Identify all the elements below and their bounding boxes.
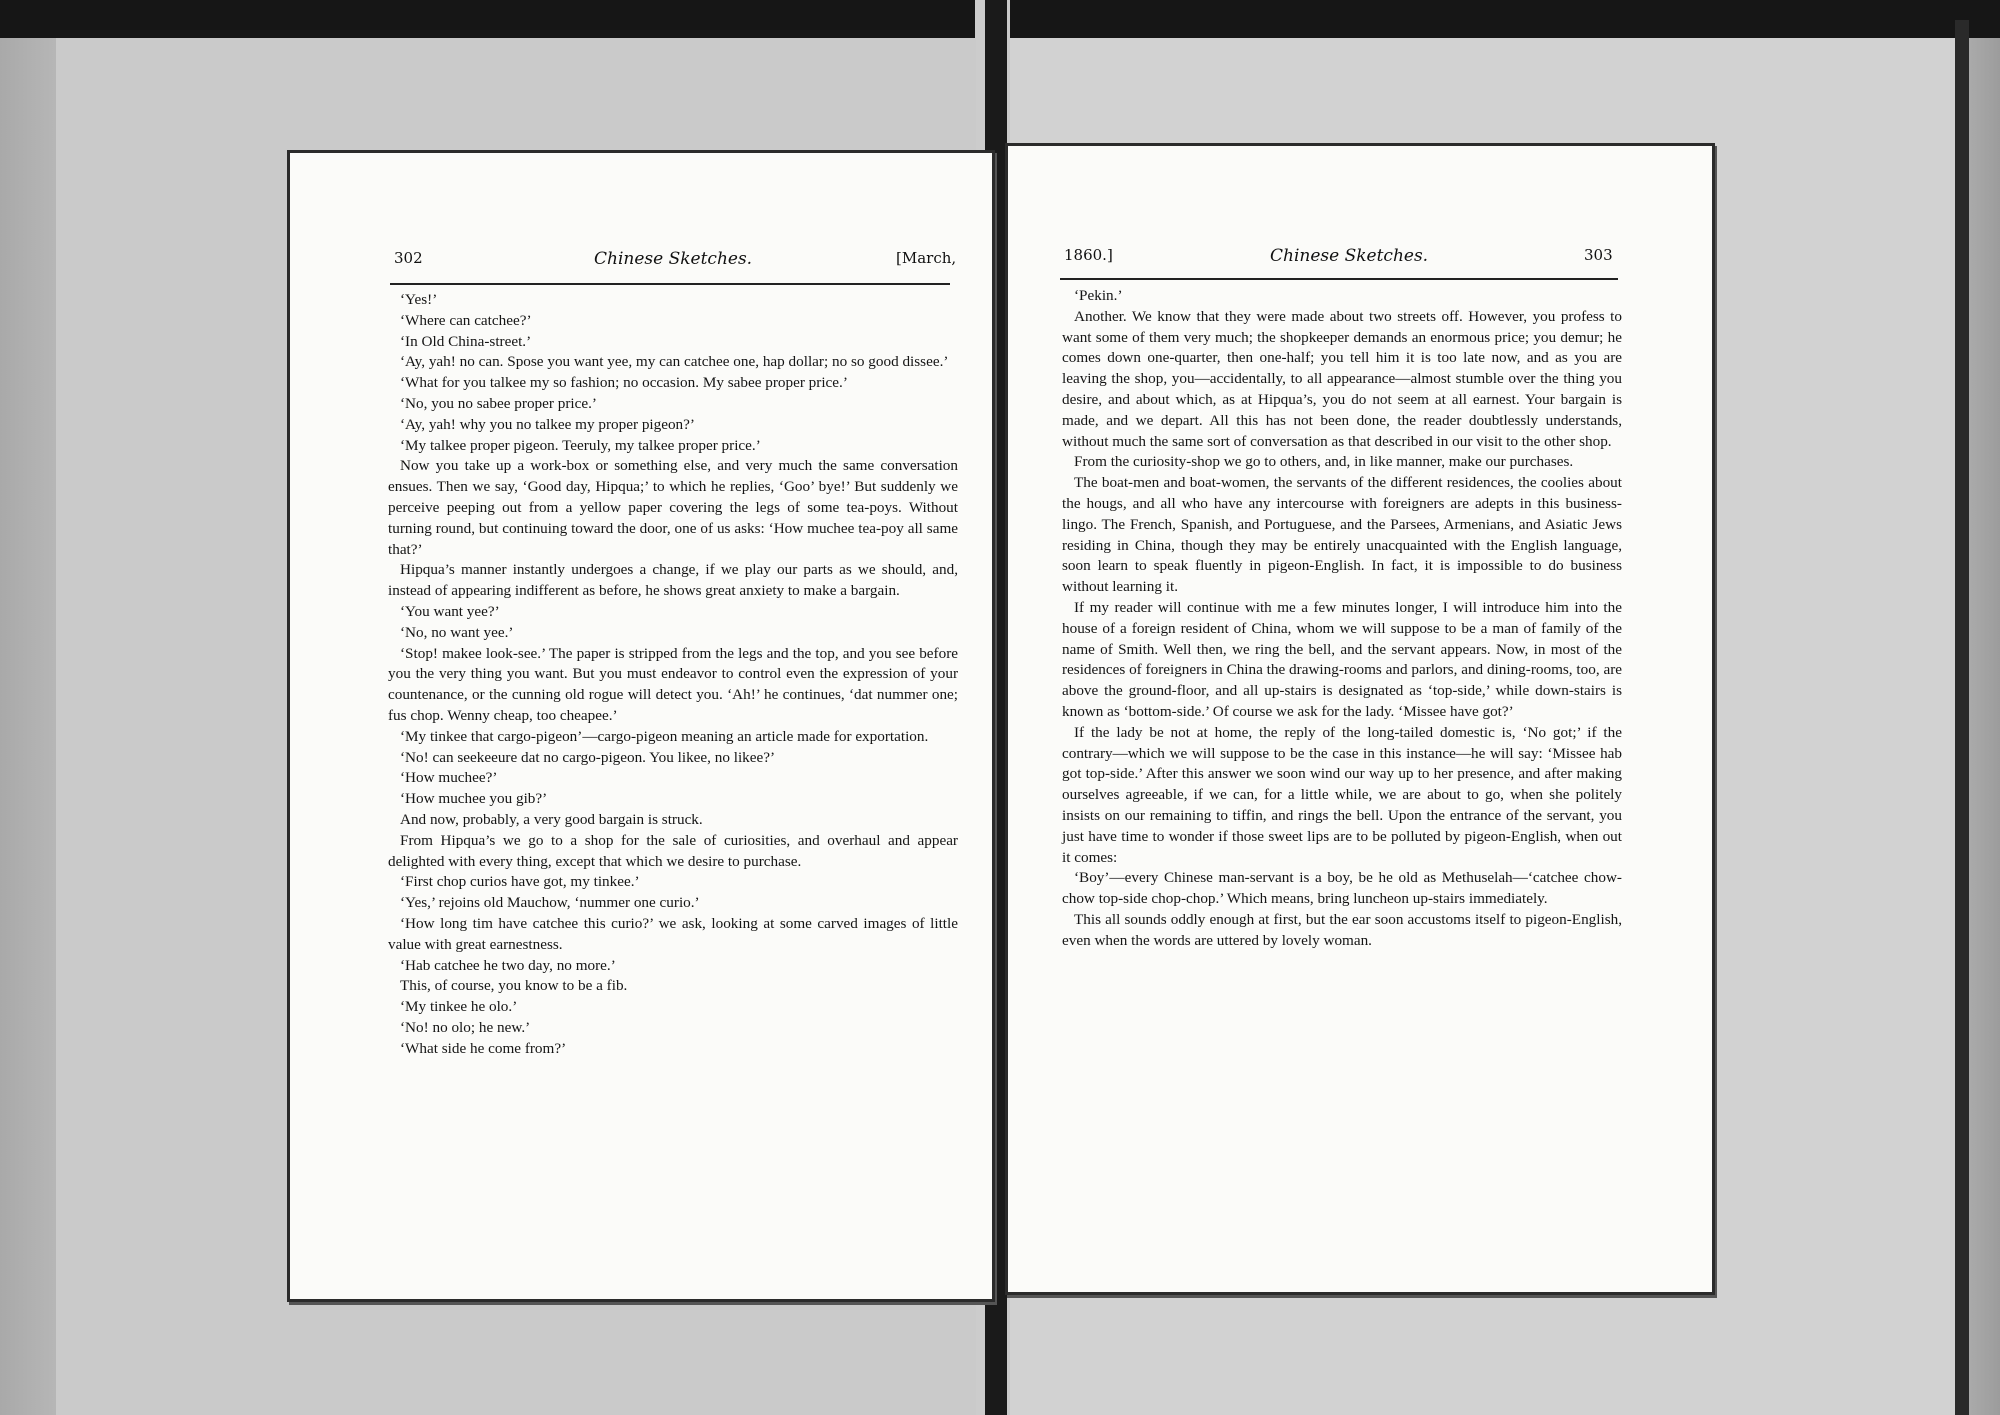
paragraph: ‘How long tim have catchee this curio?’ we ask, looking at some carved images of little value with great earnestness. [388,914,958,953]
dark-border-top-right [1010,0,2000,38]
paragraph: And now, probably, a very good bargain is struck. [400,810,703,828]
paragraph: ‘What side he come from?’ [400,1039,567,1057]
right-page-header [1008,246,1712,280]
right-page-number: 303 [1584,246,1613,264]
paragraph: ‘Yes,’ rejoins old Mauchow, ‘nummer one curio.’ [400,894,700,912]
paragraph: From the curiosity-shop we go to others, and, in like manner, make our purchases. [1074,453,1574,471]
right-running-title: Chinese Sketches. [1270,246,1429,266]
left-header-rule [390,283,950,285]
paragraph: Now you take up a work-box or something else, and very much the same conversation ensues. Then we say, ‘Good day, Hipqua;’ to which he replies, ‘Goo’ bye!’ But suddenly we perceive peeping out from a yellow paper covering the legs of some tea-poys. Without turning round, but continuing toward the door, one of us asks: ‘How muchee tea-poy all same that?’ [388,457,958,558]
paragraph: Hipqua’s manner instantly undergoes a change, if we play our parts as we should, and, instead of appearing indifferent as before, he shows great anxiety to make a bargain. [388,561,958,600]
paragraph: ‘How muchee?’ [400,769,498,787]
paragraph: ‘Hab catchee he two day, no more.’ [400,956,616,974]
left-page-header [290,249,992,283]
right-page-body [1062,286,1622,952]
right-header-rule [1060,278,1618,280]
paragraph: ‘In Old China-street.’ [400,332,532,350]
dark-border-top-left [0,0,975,38]
left-page [287,150,995,1302]
paragraph: ‘You want yee?’ [400,602,500,620]
paragraph: ‘No, you no sabee proper price.’ [400,394,597,412]
paragraph: ‘What for you talkee my so fashion; no occasion. My sabee proper price.’ [400,374,848,392]
paragraph: ‘No! no olo; he new.’ [400,1018,531,1036]
paragraph: ‘Boy’—every Chinese man-servant is a boy, be he old as Methuselah—‘catchee chow-chow top-side chop-chop.’ Which means, bring luncheon up-stairs immediately. [1062,869,1622,908]
paragraph: ‘My talkee proper pigeon. Teeruly, my talkee proper price.’ [400,436,761,454]
paragraph: ‘Ay, yah! no can. Spose you want yee, my can catchee one, hap dollar; no so good dissee.’ [400,353,949,371]
paragraph: If the lady be not at home, the reply of the long-tailed domestic is, ‘No got;’ if the contrary—which we will suppose to be the case in this instance—he will say: ‘Missee hab got top-side.’ After this answer we soon wind our way up to her presence, and after making ourselves agreeable, if we can, for a little while, we are about to go, when she politely insists on our remaining to tiffin, and rings the bell. Upon the entrance of the servant, you just have time to wonder if those sweet lips are to be polluted by pigeon-English, when out it comes: [1062,723,1622,866]
paragraph: The boat-men and boat-women, the servants of the different residences, the coolies about the hougs, and all who have any intercourse with foreigners are adepts in this business-lingo. The French, Spanish, and Portuguese, and the Parsees, Armenians, and Asiatic Jews residing in China, though they may be entirely unacquainted with the English language, soon learn to speak fluently in pigeon-English. In fact, it is impossible to do business without learning it. [1062,474,1622,596]
paragraph: ‘How muchee you gib?’ [400,790,548,808]
left-page-number: 302 [394,249,423,267]
paragraph: This all sounds oddly enough at first, but the ear soon accustoms itself to pigeon-English, even when the words are uttered by lovely woman. [1062,910,1622,949]
book-edge-right [1955,20,1969,1415]
left-page-body [388,290,958,1059]
paragraph: ‘No! can seekeeure dat no cargo-pigeon. You likee, no likee?’ [400,748,776,766]
paragraph: This, of course, you know to be a fib. [400,977,628,995]
right-year-label: 1860.] [1064,246,1113,264]
paragraph: ‘Where can catchee?’ [400,311,532,329]
right-page [1005,143,1715,1295]
paragraph: ‘First chop curios have got, my tinkee.’ [400,873,640,891]
paragraph: ‘My tinkee he olo.’ [400,998,518,1016]
paragraph: ‘Ay, yah! why you no talkee my proper pigeon?’ [400,415,695,433]
paragraph: ‘No, no want yee.’ [400,623,514,641]
paragraph: ‘My tinkee that cargo-pigeon’—cargo-pigeon meaning an article made for exportation. [400,727,929,745]
paragraph: ‘Stop! makee look-see.’ The paper is stripped from the legs and the top, and you see before you the very thing you want. But you must endeavor to control even the expression of your countenance, or the cunning old rogue will detect you. ‘Ah!’ he continues, ‘dat nummer one; fus chop. Wenny cheap, too cheapee.’ [388,644,958,724]
left-running-title: Chinese Sketches. [594,249,753,269]
paragraph: Another. We know that they were made about two streets off. However, you profess to want some of them very much; the shopkeeper demands an enormous price; you demur; he comes down one-quarter, then one-half; you tell him it is too late now, and as you are leaving the shop, you—accidentally, to all appearance—almost stumble over the thing you desire, and about which, as at Hipqua’s, you do not seem at all earnest. Your bargain is made, and we depart. All this has not been done, the reader doubtlessly understands, without much the same sort of conversation as that described in our visit to the other shop. [1062,307,1622,450]
paragraph: ‘Yes!’ [400,291,438,308]
paragraph: ‘Pekin.’ [1074,287,1123,304]
paragraph: If my reader will continue with me a few minutes longer, I will introduce him into the house of a foreign resident of China, whom we will suppose to be a man of family of the name of Smith. Well then, we ring the bell, and the servant appears. Now, in most of the residences of foreigners in China the drawing-rooms and parlors, and dining-rooms, too, are above the ground-floor, and all up-stairs is designated as ‘top-side,’ while down-stairs is known as ‘bottom-side.’ Of course we ask for the lady. ‘Missee have got?’ [1062,598,1622,720]
left-month-label: [March, [896,249,957,267]
paragraph: From Hipqua’s we go to a shop for the sale of curiosities, and overhaul and appear delighted with every thing, except that which we desire to purchase. [388,831,958,870]
